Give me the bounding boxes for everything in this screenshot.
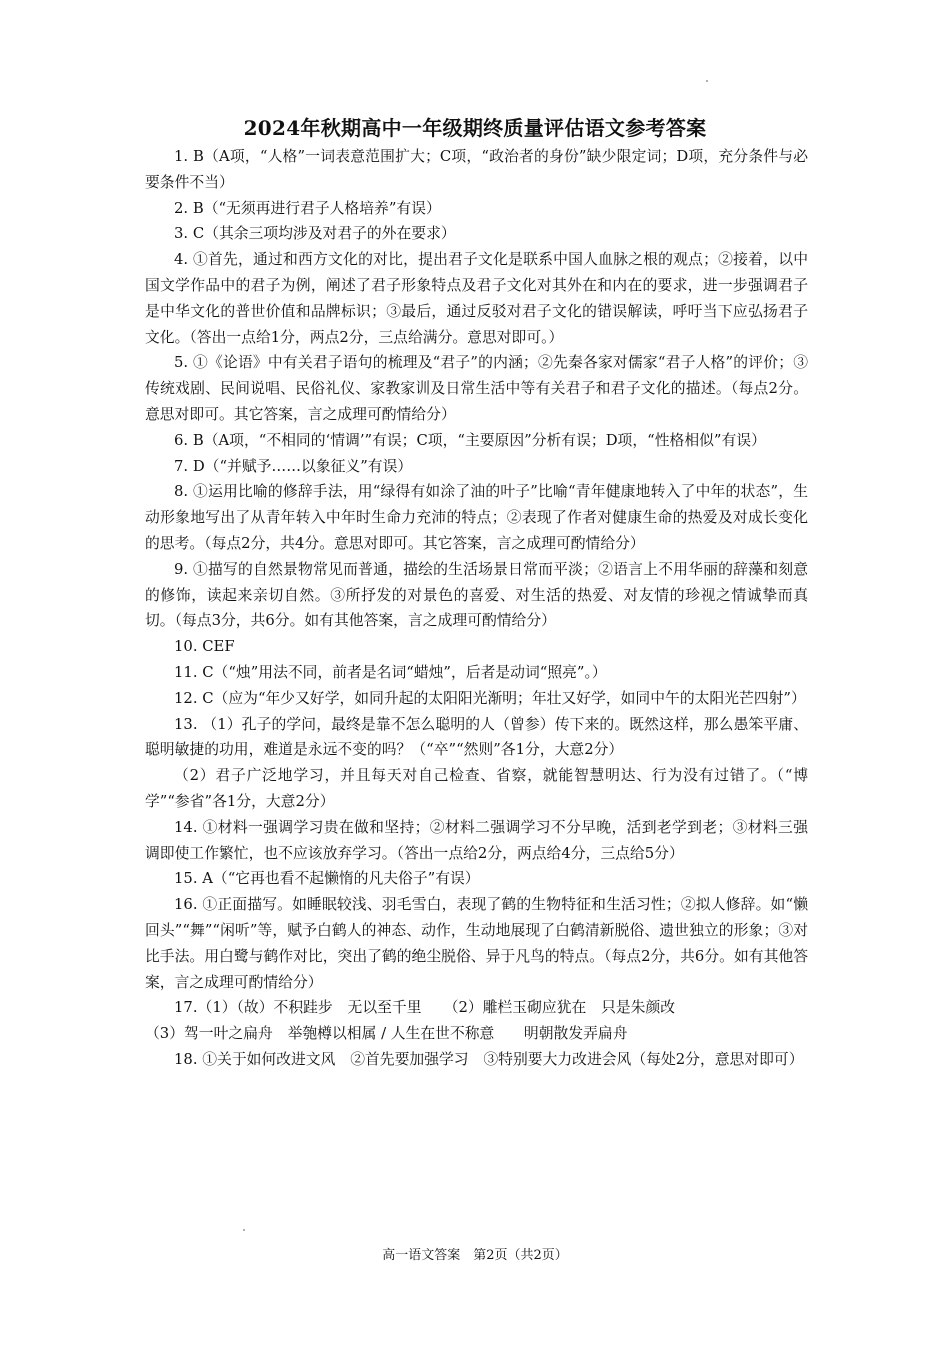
scan-speck [243, 1229, 245, 1231]
answer-15: 15. A（“它再也看不起懒惰的凡夫俗子”有误） [174, 870, 480, 888]
answer-11: 11. C（“烛”用法不同，前者是名词“蜡烛”，后者是动词“照亮”。） [174, 663, 607, 681]
answer-6: 6. B（A项，“不相同的‘情调’”有误；C项，“主要原因”分析有误；D项，“性格相似”有误） [174, 431, 766, 449]
answer-12: 12. C（应为“年少又好学，如同升起的太阳阳光渐明；年壮又好学，如同中午的太阳光芒四射”） [174, 689, 806, 707]
answer-list [145, 144, 808, 1073]
answer-18: 18. ①关于如何改进文风 ②首先要加强学习 ③特别要大力改进会风（每处2分，意思对即可） [174, 1050, 804, 1068]
answer-1: 1. B（A项，“人格”一词表意范围扩大；C项，“政治者的身份”缺少限定词；D项，充分条件与必要条件不当） [145, 148, 808, 191]
answer-16: 16. ①正面描写。如睡眠较浅、羽毛雪白，表现了鹤的生物特征和生活习性；②拟人修辞。如“懒回头”“舞”“闲听”等，赋予白鹤人的神态、动作，生动地展现了白鹤清新脱俗、遗世独立的形象；③对比手法。用白鹭与鹤作对比，突出了鹤的绝尘脱俗、异于凡鸟的特点。（每点2分，共6分。如有其他答案，言之成理可酌情给分） [145, 896, 808, 991]
answer-17-part-3: （3）驾一叶之扁舟 举匏樽以相属 / 人生在世不称意 明朝散发弄扁舟 [145, 1025, 628, 1043]
answer-2: 2. B（“无须再进行君子人格培养”有误） [174, 199, 441, 217]
answer-13-part-2: （2）君子广泛地学习，并且每天对自己检查、省察，就能智慧明达、行为没有过错了。（“博学”“参省”各1分，大意2分） [145, 767, 808, 810]
answer-3: 3. C（其余三项均涉及对君子的外在要求） [174, 225, 456, 243]
answer-10: 10. CEF [174, 638, 235, 656]
answer-17-parts-1-2: 17.（1）（故）不积跬步 无以至千里 （2）雕栏玉砌应犹在 只是朱颜改 [174, 999, 676, 1017]
answer-14: 14. ①材料一强调学习贵在做和坚持；②材料二强调学习不分早晚，活到老学到老；③材料三强调即使工作繁忙，也不应该放弃学习。（答出一点给2分，两点给4分，三点给5分） [145, 818, 808, 862]
answer-5: 5. ①《论语》中有关君子语句的梳理及“君子”的内涵；②先秦各家对儒家“君子人格”的评价；③传统戏剧、民间说唱、民俗礼仪、家教家训及日常生活中等有关君子和君子文化的描述。（每点2分。意思对即可。其它答案，言之成理可酌情给分） [145, 354, 808, 423]
answer-13-part-1: 13. （1）孔子的学问，最终是靠不怎么聪明的人（曾参）传下来的。既然这样，那么愚笨平庸、聪明敏捷的功用，难道是永远不变的吗？（“卒”“然则”各1分，大意2分） [145, 715, 808, 759]
answer-9: 9. ①描写的自然景物常见而普通，描绘的生活场景日常而平淡；②语言上不用华丽的辞藻和刻意的修饰，读起来亲切自然。③所抒发的对景色的喜爱、对生活的热爱、对友情的珍视之情诚挚而真切。（每点3分，共6分。如有其他答案，言之成理可酌情给分） [145, 560, 808, 630]
answer-4: 4. ①首先，通过和西方文化的对比，提出君子文化是联系中国人血脉之根的观点；②接着，以中国文学作品中的君子为例，阐述了君子形象特点及君子文化对其外在和内在的要求，进一步强调君子是中华文化的普世价值和品牌标识；③最后，通过反驳对君子文化的错误解读，呼吁当下应弘扬君子文化。（答出一点给1分，两点2分，三点给满分。意思对即可。） [145, 251, 808, 346]
answer-8: 8. ①运用比喻的修辞手法，用“绿得有如涂了油的叶子”比喻“青年健康地转入了中年的状态”，生动形象地写出了从青年转入中年时生命力充沛的特点；②表现了作者对健康生命的热爱及对成长变化的思考。（每点2分，共4分。意思对即可。其它答案，言之成理可酌情给分） [145, 483, 808, 552]
answer-7: 7. D（“并赋予……以象征义”有误） [174, 457, 413, 475]
page-title: 2024年秋期高中一年级期终质量评估语文参考答案 [243, 116, 707, 140]
scan-speck [706, 80, 708, 82]
page-footer: 高一语文答案 第2页（共2页） [382, 1248, 568, 1263]
